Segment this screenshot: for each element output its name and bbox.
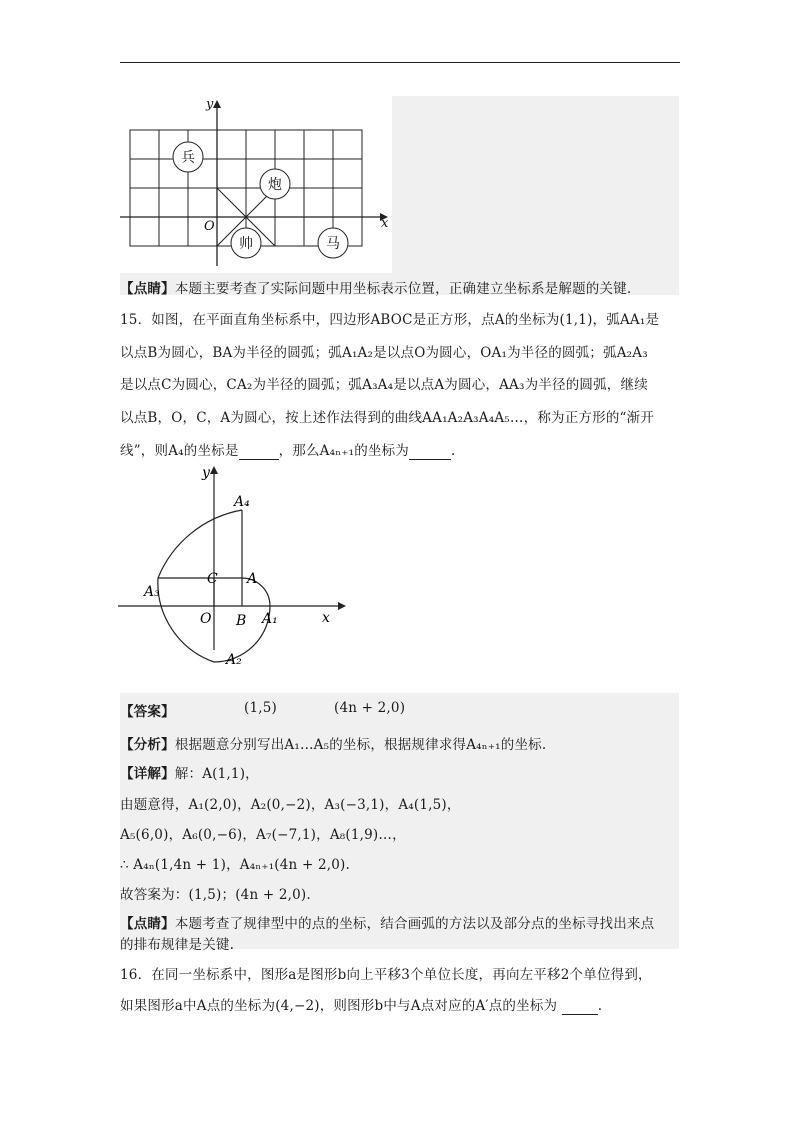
origin-label: O — [204, 219, 215, 234]
solution-shade-15 — [120, 693, 679, 949]
dianjing-14-tag: 【点睛】 — [120, 281, 175, 297]
q16-line-2a: 如果图形a中A点的坐标为(4,−2)，则图形b中与A点对应的A′点的坐标为 — [120, 998, 558, 1014]
answer-value-1: (1,5) — [244, 700, 278, 716]
spiral-label-a4: A₄ — [234, 494, 250, 510]
q15-line-5 — [120, 439, 456, 460]
spiral-label-b: B — [236, 613, 247, 629]
dianjing-14-text: 本题主要考查了实际问题中用坐标表示位置，正确建立坐标系是解题的关键. — [174, 281, 632, 297]
dianjing-15-tag: 【点睛】 — [120, 916, 175, 932]
answer-tag: 【答案】 — [120, 704, 175, 720]
detail-line-4: ∴ A₄ₙ(1,4n + 1)，A₄ₙ₊₁(4n + 2,0). — [120, 857, 350, 873]
blank-a-prime[interactable] — [562, 998, 598, 1015]
q15-line-3: 是以点C为圆心，CA₂为半径的圆弧；弧A₃A₄是以点A为圆心，AA₃为半径的圆弧，继续 — [120, 377, 648, 393]
piece-bing: 兵 — [181, 150, 195, 166]
axis-label-x: x — [381, 216, 389, 231]
spiral-label-a2: A₂ — [226, 652, 242, 668]
piece-ma: 马 — [326, 236, 340, 252]
blank-a4n1[interactable] — [409, 443, 451, 460]
spiral-label-x: x — [322, 610, 330, 626]
analysis-line — [120, 733, 546, 753]
spiral-label-c: C — [207, 571, 218, 587]
q15-line-2: 以点B为圆心，BA为半径的圆弧；弧A₁A₂是以点O为圆心，OA₁为半径的圆弧；弧A₂A₃ — [120, 345, 648, 361]
header-rule — [120, 62, 680, 63]
answer-value-2: (4n + 2,0) — [334, 700, 406, 716]
answer-line — [120, 700, 406, 720]
analysis-tag: 【分析】 — [120, 737, 175, 753]
detail-line-1 — [120, 762, 259, 782]
q16-line-2 — [120, 994, 602, 1015]
q15-line-4: 以点B，O，C，A为圆心，按上述作法得到的曲线AA₁A₂A₃A₄A₅…，称为正方形的“渐开 — [120, 410, 655, 426]
spiral-label-a: A — [247, 571, 258, 587]
involute-figure — [110, 462, 350, 677]
q15-line-5b: ，那么A₄ₙ₊₁的坐标为 — [278, 443, 410, 459]
dianjing-15-line-1 — [120, 912, 654, 932]
blank-a4[interactable] — [239, 443, 279, 460]
axis-label-y: y — [206, 97, 214, 112]
detail-tag: 【详解】 — [120, 766, 175, 782]
detail-line-2: 由题意得，A₁(2,0)，A₂(0,−2)，A₃(−3,1)，A₄(1,5)， — [120, 797, 461, 813]
detail-line-5: 故答案为：(1,5)；(4n + 2,0). — [120, 887, 311, 903]
chess-board-figure — [110, 96, 390, 271]
q16-line-1: 16．在同一坐标系中，图形a是图形b向上平移3个单位长度，再向左平移2个单位得到， — [120, 967, 652, 983]
q15-line-5a: 线”，则A₄的坐标是 — [120, 443, 239, 459]
piece-pao: 炮 — [268, 177, 282, 193]
spiral-label-y: y — [202, 465, 210, 481]
analysis-text: 根据题意分别写出A₁…A₅的坐标，根据规律求得A₄ₙ₊₁的坐标. — [174, 737, 547, 753]
detail-line-3: A₅(6,0)，A₆(0,−6)，A₇(−7,1)，A₈(1,9)…， — [120, 827, 406, 843]
dianjing-15-text-1: 本题考查了规律型中的点的坐标，结合画弧的方法以及部分点的坐标寻找出来点 — [174, 916, 655, 932]
detail-text-1: 解：A(1,1)， — [174, 766, 259, 782]
spiral-label-a3: A₃ — [144, 584, 160, 600]
solution-shade-14 — [392, 96, 679, 295]
spiral-label-a1: A₁ — [262, 611, 278, 627]
piece-shuai: 帅 — [239, 236, 253, 252]
dianjing-14 — [120, 277, 631, 297]
dianjing-15-line-2: 的排布规律是关键. — [120, 937, 235, 953]
q15-line-1: 15．如图，在平面直角坐标系中，四边形ABOC是正方形，点A的坐标为(1,1)，弧AA₁是 — [120, 312, 660, 328]
q15-line-5c: . — [451, 443, 456, 459]
spiral-label-o: O — [200, 611, 212, 627]
q16-line-2b: . — [597, 998, 603, 1014]
